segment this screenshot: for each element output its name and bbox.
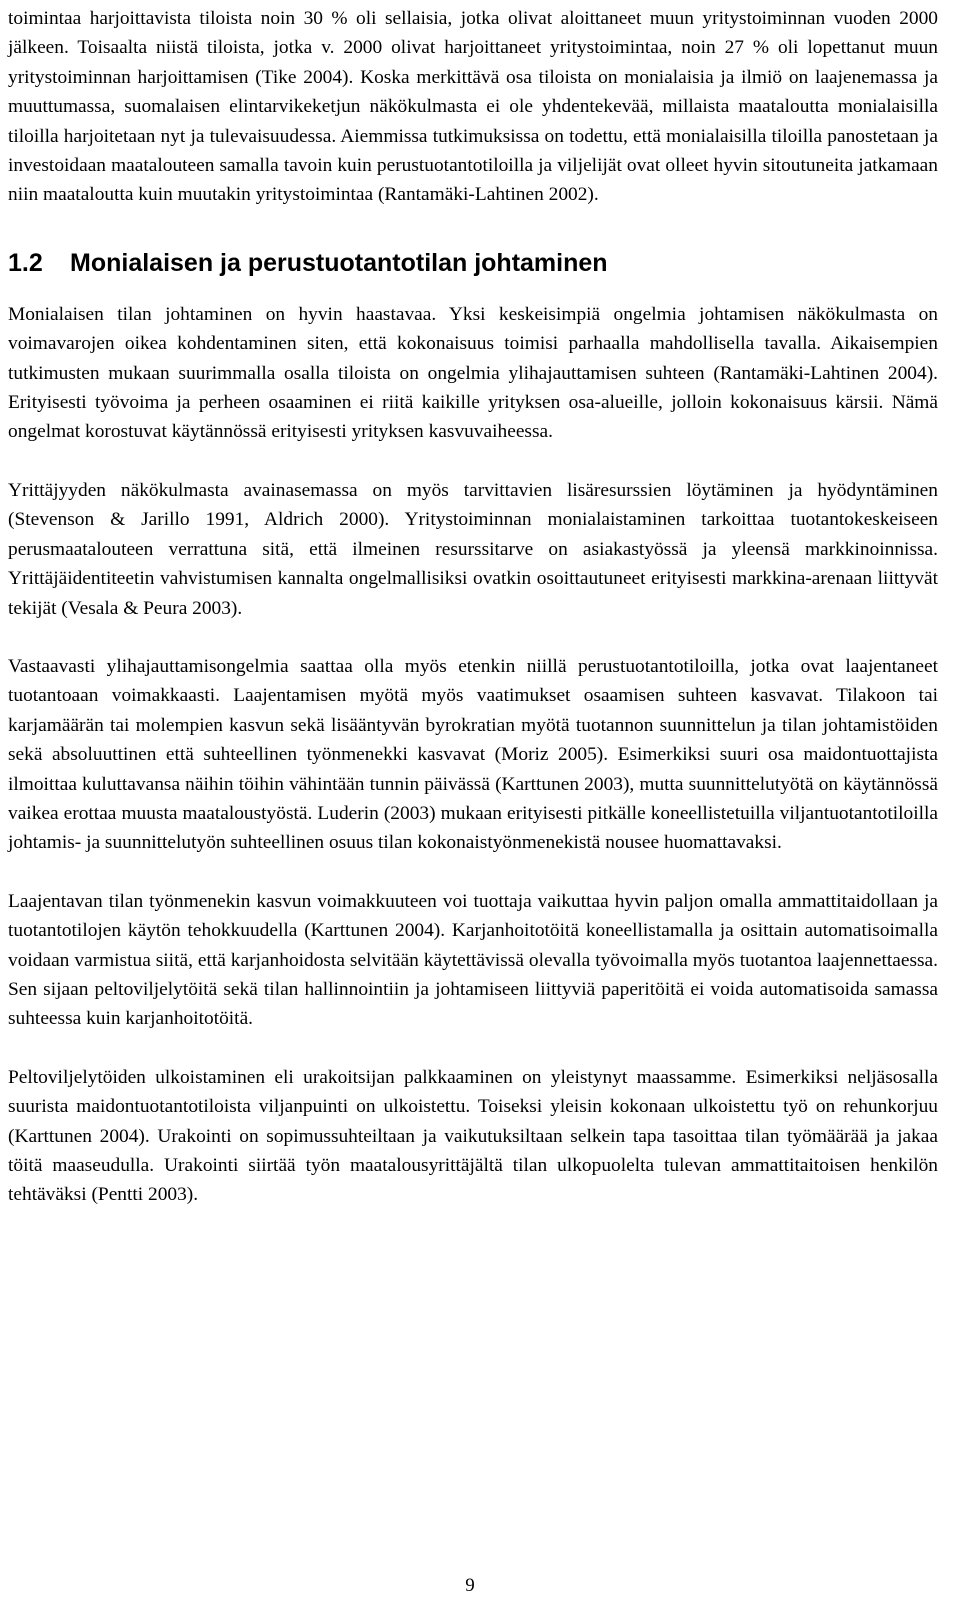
body-paragraph-1: Monialaisen tilan johtaminen on hyvin haastavaa. Yksi keskeisimpiä ongelmia johtamisen näkökulmasta on voimavarojen oikea kohdentaminen siten, että kokonaisuus toimisi parhaalla mahdollisella tavalla. Aikaisempien tutkimusten mukaan suurimmalla osalla tiloista on ongelmia ylihajauttamisen suhteen (Rantamäki-Lahtinen 2004). Erityisesti työvoima ja perheen osaaminen ei riitä kaikille yrityksen osa-alueille, jolloin kokonaisuus kärsii. Nämä ongelmat korostuvat käytännössä erityisesti yrityksen kasvuvaiheessa.: [8, 303, 938, 443]
document-page: [8, 0, 938, 1210]
section-title: Monialaisen ja perustuotantotilan johtaminen: [70, 248, 608, 277]
section-heading: [8, 248, 938, 278]
page-number: 9: [465, 1575, 475, 1596]
body-paragraph-5: Peltoviljelytöiden ulkoistaminen eli urakoitsijan palkkaaminen on yleistynyt maassamme. Esimerkiksi neljäsosalla suurista maidontuotantotiloista viljanpuinti on ulkoistettu. Toiseksi yleisin kokonaan ulkoistettu työ on rehunkorjuu (Karttunen 2004). Urakointi on sopimussuhteiltaan ja vaikutuksiltaan selkein tapa tasoittaa tilan työmäärää ja jakaa töitä maaseudulla. Urakointi siirtää työn maatalousyrittäjältä tilan ulkopuolelta tulevan ammattitaitoisen henkilön tehtäväksi (Pentti 2003).: [8, 1066, 938, 1206]
body-paragraph-2: Yrittäjyyden näkökulmasta avainasemassa on myös tarvittavien lisäresurssien löytäminen ja hyödyntäminen (Stevenson & Jarillo 1991, Aldrich 2000). Yritystoiminnan monialaistaminen tarkoittaa tuotantokeskeiseen perusmaatalouteen verrattuna sitä, että ilmeinen resurssitarve on asiakastyössä ja yleensä markkinoinnissa. Yrittäjäidentiteetin vahvistumisen kannalta ongelmallisiksi ovatkin osoittautuneet erityisesti markkina-arenaan liittyvät tekijät (Vesala & Peura 2003).: [8, 479, 938, 619]
intro-paragraph: toimintaa harjoittavista tiloista noin 30 % oli sellaisia, jotka olivat aloittaneet muun yritystoiminnan vuoden 2000 jälkeen. Toisaalta niistä tiloista, jotka v. 2000 olivat harjoittaneet yritystoimintaa, noin 27 % oli lopettanut muun yritystoiminnan harjoittamisen (Tike 2004). Koska merkittävä osa tiloista on monialaisia ja ilmiö on laajenemassa ja muuttumassa, suomalaisen elintarvikeketjun näkökulmasta ei ole yhdentekevää, millaista maataloutta monialaisilla tiloilla harjoitetaan nyt ja tulevaisuudessa. Aiemmissa tutkimuksissa on todettu, että monialaisilla tiloilla panostetaan ja investoidaan maatalouteen samalla tavoin kuin perustuotantotiloilla ja viljelijät ovat olleet hyvin sitoutuneita jatkamaan niin maataloutta kuin muutakin yritystoimintaa (Rantamäki-Lahtinen 2002).: [8, 8, 938, 206]
body-paragraph-3: Vastaavasti ylihajauttamisongelmia saattaa olla myös etenkin niillä perustuotantotiloilla, jotka ovat laajentaneet tuotantoaan voimakkaasti. Laajentamisen myötä myös vaatimukset osaamisen suhteen kasvavat. Tilakoon tai karjamäärän tai molempien kasvun sekä lisääntyvän byrokratian myötä tuotannon suunnittelun ja tilan johtamistöiden sekä absoluuttinen että suhteellinen työnmenekki kasvavat (Moriz 2005). Esimerkiksi suuri osa maidontuottajista ilmoittaa kuluttavansa näihin töihin vähintään tunnin päivässä (Karttunen 2003), mutta suunnittelutyötä on käytännössä vaikea erottaa muusta maataloustyöstä. Luderin (2003) mukaan erityisesti pitkälle koneellistetuilla viljantuotantotiloilla johtamis- ja suunnittelutyön suhteellinen osuus tilan kokonaistyönmenekistä nousee huomattavaksi.: [8, 655, 938, 854]
section-number: 1.2: [8, 248, 43, 277]
body-paragraph-4: Laajentavan tilan työnmenekin kasvun voimakkuuteen voi tuottaja vaikuttaa hyvin paljon omalla ammattitaidollaan ja tuotantotilojen käytön tehokkuudella (Karttunen 2004). Karjanhoitotöitä koneellistamalla ja osittain automatisoimalla voidaan varmistua siitä, että karjanhoidosta selvitään käytettävissä olevalla työvoimalla myös tuotantoa laajennettaessa. Sen sijaan peltoviljelytöitä sekä tilan hallinnointiin ja johtamiseen liittyviä paperitöitä ei voida automatisoida samassa suhteessa kuin karjanhoitotöitä.: [8, 890, 938, 1030]
